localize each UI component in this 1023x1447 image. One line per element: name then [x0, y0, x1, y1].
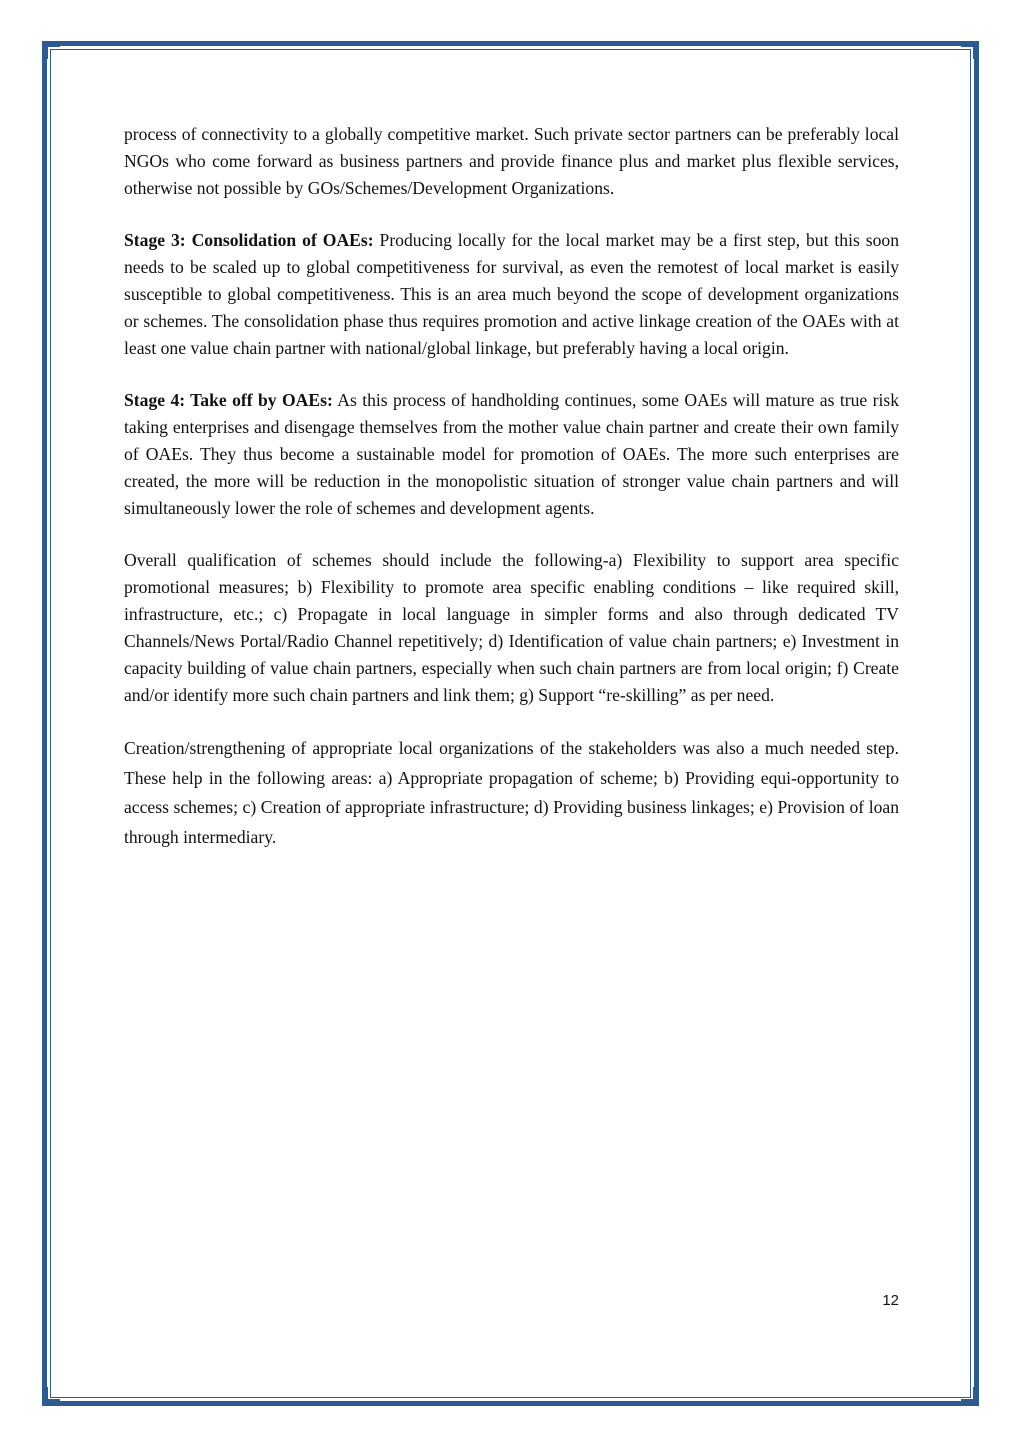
border-corner-top-right — [961, 45, 975, 59]
paragraph-local-organizations — [124, 734, 899, 852]
stage-3-heading: Stage 3: Consolidation of OAEs: — [124, 230, 374, 250]
paragraph-text: Creation/strengthening of appropriate local organizations of the stakeholders was also a much needed step. These help in the following areas: a) Appropriate propagation of scheme; b) Providing equi-opportunity to access schemes; c) Creation of appropriate infrastructure; d) Providing business linkages; e) Provision of loan through intermediary. — [124, 738, 899, 847]
paragraph-text: process of connectivity to a globally competitive market. Such private sector partners can be preferably local NGOs who come forward as business partners and provide finance plus and market plus flexible services, otherwise not possible by GOs/Schemes/Development Organizations. — [124, 124, 899, 198]
paragraph-text: Overall qualification of schemes should include the following-a) Flexibility to support area specific promotional measures; b) Flexibility to promote area specific enabling conditions – like required skill, infrastructure, etc.; c) Propagate in local language in simpler forms and also through dedicated TV Channels/News Portal/Radio Channel repetitively; d) Identification of value chain partners; e) Investment in capacity building of value chain partners, especially when such chain partners are from local origin; f) Create and/or identify more such chain partners and link them; g) Support “re-skilling” as per need. — [124, 550, 899, 705]
paragraph-overall-qualification — [124, 547, 899, 709]
paragraph-stage-4 — [124, 387, 899, 522]
border-corner-bottom-left — [46, 1387, 60, 1401]
stage-4-heading: Stage 4: Take off by OAEs: — [124, 390, 333, 410]
document-body — [124, 121, 899, 877]
page-number: 12 — [882, 1292, 899, 1309]
border-corner-bottom-right — [961, 1387, 975, 1401]
border-corner-top-left — [46, 45, 60, 59]
paragraph-connectivity — [124, 121, 899, 202]
paragraph-stage-3 — [124, 227, 899, 362]
paragraph-text: As this process of handholding continues, some OAEs will mature as true risk taking enterprises and disengage themselves from the mother value chain partner and create their own family of OAEs. They thus become a sustainable model for promotion of OAEs. The more such enterprises are created, the more will be reduction in the monopolistic situation of stronger value chain partners and will simultaneously lower the role of schemes and development agents. — [124, 390, 899, 518]
paragraph-text: Producing locally for the local market may be a first step, but this soon needs to be scaled up to global competitiveness for survival, as even the remotest of local market is easily susceptible to global competitiveness. This is an area much beyond the scope of development organizations or schemes. The consolidation phase thus requires promotion and active linkage creation of the OAEs with at least one value chain partner with national/global linkage, but preferably having a local origin. — [124, 230, 899, 358]
